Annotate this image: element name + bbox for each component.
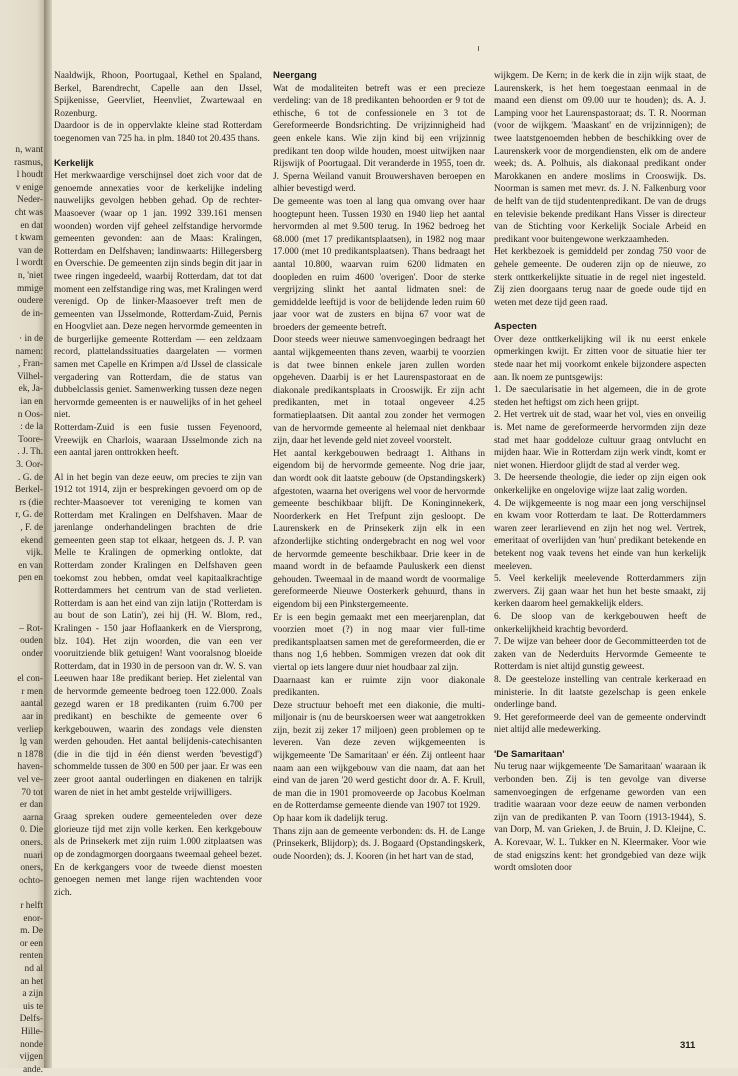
paragraph: Het kerkbezoek is gemiddeld per zondag 750 voor de gehele gemeente. De ouderen zijn op de nieuwe, zo sterk onttkerkelijkte situatie in de regel niet ingesteld. Zij zien doorgaans terug naar de goede oude tijd en weten met deze tijd geen raad.: [494, 247, 706, 308]
text-column-1: [54, 70, 262, 899]
previous-page-fragment: ande.: [22, 1064, 43, 1075]
previous-page-fragment: rasmus,: [14, 157, 43, 168]
page-number: 311: [680, 1040, 696, 1051]
previous-page-fragment: – Rot-: [19, 623, 43, 634]
previous-page-fragment: . J. Th.: [17, 447, 43, 458]
previous-page-fragment: haven-: [17, 762, 43, 773]
previous-page-fragment: 0. Die: [20, 825, 43, 836]
previous-page-fragment: oners.: [20, 838, 43, 848]
previous-page-fragment: van de: [18, 245, 43, 256]
paragraph: Thans zijn aan de gemeente verbonden: ds. H. de Lange (Prinsekerk, Blijdorp); ds. J. Bogaard (Opstandingskerk, oude Noorden); ds. J. Kooren (in het hart van de stad,: [273, 826, 485, 862]
previous-page-fragment: onder: [21, 649, 43, 659]
previous-page-fragment: Hille-: [21, 1027, 43, 1037]
previous-page-fragment: n 1878: [17, 749, 43, 760]
previous-page-fragment: ian en: [20, 397, 43, 407]
previous-page-fragment: l houdt: [16, 170, 43, 181]
previous-page-fragment: mmige: [16, 283, 43, 294]
paragraph: Het merkwaardige verschijnsel doet zich voor dat de genoemde annexaties voor de kerkelijke indeling nauwelijks gevolgen hebben gehad. Op de rechter-Maasoever (waar op 1 jan. 1992 339.161 mensen woonden) worden vijf geheel zelfstandige hervormde gemeenten gevonden: aan de Maas: Kralingen, Rotterdam en Delfshaven; landinwaarts: Hillegersberg en Overschie. De gemeenten zijn sinds begin dit jaar in twee ringen ingedeeld, waarbij Rotterdam, dat tot dat moment een zelfstandige ring was, met Kralingen werd verenigd. Op de linker-Maasoever treft men de gemeenten van IJsselmonde, Rotterdam-Zuid, Pernis en Hoogvliet aan. Deze negen hervormde gemeenten in de burgerlijke gemeente Rotterdam — een zeldzaam record, plattelandssituaties daargelaten — vormen samen met Capelle en Krimpen a/d IJssel de classicale vergadering van Rotterdam, die de status van dubbelclassis geniet. Samenwerking tussen deze negen hervormde gemeenten is er nauwelijks of in het geheel niet.: [54, 171, 262, 421]
page-gutter: [44, 0, 52, 1068]
previous-page-fragment: cht was: [14, 208, 43, 218]
previous-page-fragment: Berkel-: [14, 485, 43, 496]
previous-page-fragment: ouden: [20, 636, 43, 647]
previous-page-fragment: or een: [19, 938, 43, 949]
paragraph: 4. De wijkgemeente is nog maar een jong verschijnsel en kwam voor Rotterdam te laat. De Rotterdammers waren zeer lerarlievend en zijn het nog wel. Vertrek, emeritaat of overlijden van 'hun' predikant betekende en betekent nog vaak tevens het einde van hun kerkelijk meeleven.: [494, 498, 706, 572]
paragraph: Graag spreken oudere gemeenteleden over deze glorieuze tijd met zijn volle kerken. Een kerkgebouw als de Prinsekerk met zijn ruim 1.000 zitplaatsen was op de zondagmorgen doorgaans tweemaal geheel bezet. En de kerkgangers voor de tweede dienst moesten genoegen nemen met lange rijen wachtenden voor zich.: [54, 812, 262, 898]
previous-page-fragment: en van: [18, 560, 43, 571]
previous-page-fragment: m. De: [20, 926, 43, 937]
previous-page-fragment: , F. de: [20, 523, 43, 533]
previous-page-fragment: lg van: [19, 737, 43, 748]
paragraph: Nu terug naar wijkgemeente 'De Samaritaan' waaraan ik verbonden ben. Zij is ten gevolge van diverse samenvoegingen de erfgename geworden van een traditie waaraan voor deze eeuw de namen verbonden zijn van de predikanten P. van Toorn (1913-1944), S. van Dorp, M. van Grieken, J. de Bruin, J. D. Kleijne, C. A. Korevaar, W. L. Tukker en N. Kleermaker. Voor wie de stad enigszins kent: het grondgebied van deze wijk wordt omsloten door: [494, 762, 706, 874]
previous-page-fragment: verliep: [16, 724, 43, 735]
paragraph: 1. De saecularisatie in het algemeen, die in de grote steden het heftigst om zich heen grijpt.: [494, 385, 706, 408]
previous-page-fragment: aar in: [21, 712, 43, 722]
previous-page-fragment: aarna: [22, 812, 43, 823]
previous-page-fragment: r men: [21, 686, 43, 697]
paragraph: 5. Veel kerkelijk meelevende Rotterdammers zijn zwervers. Zij gaan waar het hun het beste smaakt, zij kerken daarom heel gemakkelijk elders.: [494, 574, 706, 610]
previous-page-fragment: enor-: [23, 913, 43, 924]
text-column-2: [273, 70, 485, 863]
paragraph: Daardoor is de in oppervlakte kleine stad Rotterdam toegenomen van 725 ha. in plm. 1840 tot 20.435 thans.: [54, 121, 262, 144]
previous-page-fragment: pen en: [18, 573, 43, 584]
previous-page-fragment: r, G. de: [15, 510, 43, 521]
previous-page-fragment: v enige: [15, 182, 43, 193]
previous-page-fragment: en dat: [20, 220, 43, 231]
previous-page-edge: [0, 0, 46, 1075]
section-heading: Neergang: [273, 70, 317, 81]
paragraph: Al in het begin van deze eeuw, om precies te zijn van 1912 tot 1914, zijn er besprekingen gevoerd om op de rechter-Maasoever tot vereniging te komen van Rotterdam met Kralingen en Delfshaven. Maar de jarenlange onderhandelingen brachten de drie gemeenten geen stap tot elkaar, hetgeen ds. J. P. van Melle te Kralingen de opmerking ontlokte, dat Rotterdam zonder Kralingen en Delfshaven geen toekomst zou hebben, omdat veel kapitaalkrachtige Rotterdammers het centrum van de stad verlieten. Rotterdam is aan het eind van zijn latijn ('Rotterdam is au bout de son Latin'), zei hij (H. W. Blom, red., Kralingen - 150 jaar Hoflaankerk en de Viersprong, blz. 104). Het zijn woorden, die van een ver vooruitziende blik getuigen! Want vooralsnog bloeide Rotterdam, dat in 1930 in de persoon van dr. W. S. van Leeuwen haar 18e predikant beriep. Het zielental van de hervormde gemeente bedroeg toen 122.000. Zoals gezegd waren er 18 predikanten (ruim 6.700 per predikant) en beschikte de gemeente over 6 kerkgebouwen, waarin des zondags vele diensten werden gehouden. Het aantal belijdenis-catechisanten (die in die tijd in één dienst werden 'bevestigd') schommelde tussen de 300 en 500 per jaar. Er was een zeer groot aantal ouderlingen en diakenen en talrijk waren de niet in het ambt gestelde vrijwilligers.: [54, 472, 262, 798]
paragraph: 7. De wijze van beheer door de Gecommitteerden tot de zaken van de Nederduits Hervormde Gemeente te Rotterdam is niet altijd gunstig geweest.: [494, 637, 706, 673]
previous-page-fragment: vijgen: [19, 1052, 43, 1063]
previous-page-fragment: , Fran-: [18, 359, 43, 370]
previous-page-fragment: ochto-: [19, 875, 43, 886]
paragraph: 2. Het vertrek uit de stad, waar het vol, vies en onveilig is. Met name de gereformeerde hervormden zijn deze stad met haar goddeloze cultuur graag ontvlucht en mijden haar. Wie in Rotterdam zijn werk vindt, komt er niet wonen. Hierdoor glijdt de stad al verder weg.: [494, 410, 706, 471]
previous-page-fragment: rs (die: [19, 497, 43, 508]
previous-page-fragment: oners,: [20, 863, 43, 874]
previous-page-fragment: vijk.: [26, 548, 43, 559]
previous-page-fragment: el con-: [17, 674, 43, 685]
previous-page-fragment: namen:: [15, 346, 43, 357]
previous-page-fragment: nuari: [23, 850, 43, 861]
previous-page-fragment: n, 'niet: [17, 271, 43, 281]
previous-page-fragment: · in de: [19, 334, 43, 344]
previous-page-fragment: n, want: [15, 145, 43, 155]
previous-page-fragment: a zijn: [22, 989, 43, 1000]
section-heading: Aspecten: [494, 321, 537, 333]
previous-page-fragment: : de la: [20, 422, 43, 433]
print-speck: [478, 46, 479, 51]
previous-page-fragment: Delfs-: [19, 1014, 43, 1025]
previous-page-fragment: oudere: [17, 296, 43, 307]
previous-page-fragment: 70 tot: [21, 787, 43, 798]
paragraph: Door steeds weer nieuwe samenvoegingen bedraagt het aantal wijkgemeenten thans zeven, waarbij te voorzien is dat twee binnen enkele jaren zullen worden opgeheven. Daarbij is er het Laurenspastoraat en de diakonale predikantsplaats in Crooswijk. Er zijn acht predikanten, met in totaal ongeveer 4.25 formatieplaatsen. Dit aantal zou zonder het vermogen van de hervormde gemeente al helemaal niet denkbaar zijn, daar het levende geld niet zoveel voorstelt.: [273, 335, 485, 447]
paragraph: wijkgem. De Kern; in de kerk die in zijn wijk staat, de Laurenskerk, is het hem toegestaan eenmaal in de maand een dienst om 09.00 uur te houden); ds. A. J. Lamping voor het Laurenspastoraat; ds. T. R. Noorman (voor de wijkgem. 'Maaskant' en de vrijzinnigen); de twee laatstgenoemden hebben de beschikking over de Laurenskerk voor de morgendiensten, elk om de andere week; ds. A. Polhuis, als diakonaal predikant onder Marokkanen en andere moslims in Crooswijk. Ds. Noorman is samen met mevr. ds. J. N. Falkenburg voor de helft van de tijd studentenpredikant. De van de drugs en televisie bekende predikant Hans Visser is directeur van de Stichting voor Kerkelijk Sociale Arbeid en predikant voor buitengewone werkzaamheden.: [494, 71, 706, 245]
previous-page-fragment: . G. de: [18, 472, 43, 483]
previous-page-fragment: Neder-: [17, 195, 43, 206]
paragraph: Over deze onttkerkelijking wil ik nu eerst enkele opmerkingen kwijt. Er zitten voor de situatie hier ter stede naar het mij voorkomt enkele bijzondere aspecten aan. Ik noem ze puntsgewijs:: [494, 334, 706, 383]
paragraph: Naaldwijk, Rhoon, Poortugaal, Kethel en Spaland, Berkel, Barendrecht, Capelle aan den IJssel, Spijkenisse, Geervliet, Heenvliet, Zwartewaal en Rozenburg.: [54, 71, 262, 119]
previous-page-fragment: renten: [19, 951, 43, 962]
previous-page-fragment: n Oos-: [17, 409, 43, 420]
paragraph: Er is een begin gemaakt met een meerjarenplan, dat voorzien moet (?) in nog maar vier full-time predikantsplaatsen samen met de gereformeerden, die er thans nog 1,6 hebben. Sommigen vrezen dat ook dit viertal op iets langere duur niet houdbaar zal zijn.: [273, 612, 485, 673]
previous-page-fragment: aantal: [20, 699, 43, 710]
paragraph: Deze structuur behoeft met een diakonie, die multi-miljonair is (nu de beurskoersen weer wat aangetrokken zijn, bezit zij zeker 17 miljoen) geen problemen op te leveren. Van deze zeven wijkgemeenten is wijkgemeente 'De Samaritaan' er één. Zij ontleent haar naam aan een wijkgebouw van die naam, dat aan het eind van de jaren '20 werd gesticht door dr. A. F. Krull, de man die in 1901 promoveerde op Jacobus Koelman en de Rotterdamse gemeente diende van 1907 tot 1929.: [273, 700, 485, 812]
paragraph: De gemeente was toen al lang qua omvang over haar hoogtepunt heen. Tussen 1930 en 1940 liep het aantal hervormden al met 9.500 terug. In 1962 bedroeg het 68.000 (met 17 predikantsplaatsen), in 1982 nog maar 17.000 (met 10 predikantsplaatsen). Thans bedraagt het aantal 10.800, waarvan ruim 6200 lidmaten en doopleden en ruim 4600 'overigen'. Door de sterke vergrijzing slinkt het aantal lidmaten snel: de gemiddelde leeftijd is voor de belijdende leden ruim 60 jaar voor wat de zusters en bijna 67 voor wat de broeders der gemeente betreft.: [273, 196, 485, 333]
paragraph: Het aantal kerkgebouwen bedraagt 1. Althans in eigendom bij de hervormde gemeente. Nog drie jaar, dan wordt ook dit laatste gebouw (de Opstandingskerk) afgestoten, waarna het overigens wel voor de hervormde gemeente beschikbaar blijft. De Koninginnekerk, Noorderkerk en Het Trefpunt zijn gesloopt. De Laurenskerk en de Prinsekerk zijn elk in een afzonderlijke stichting ondergebracht en nog wel voor de hervormde gemeente beschikbaar. Drie keer in de maand wordt in de befaamde Pauluskerk een dienst gehouden. Tweemaal in de maand wordt de voormalige gereformeerde Nieuwe Oosterkerk gehuurd, thans in eigendom bij een Pinkstergemeente.: [273, 448, 485, 610]
previous-page-fragment: l wordt: [16, 258, 43, 269]
paragraph: 3. De heersende theologie, die ieder op zijn eigen ook onkerkelijke en ongelovige wijze laat zalig worden.: [494, 473, 706, 496]
previous-page-fragment: vel ve-: [17, 775, 43, 785]
paragraph: 6. De sloop van de kerkgebouwen heeft de onkerkelijkheid krachtig bevorderd.: [494, 611, 706, 635]
previous-page-fragment: ek, Ja-: [18, 384, 43, 395]
section-heading: 'De Samaritaan': [494, 748, 565, 760]
text-column-3: [494, 70, 706, 875]
previous-page-fragment: nonde: [20, 1039, 43, 1050]
section-heading: Kerkelijk: [54, 157, 94, 169]
paragraph: 9. Het gereformeerde deel van de gemeente ondervindt niet altijd alle medewerking.: [494, 712, 706, 736]
previous-page-fragment: nd al: [24, 964, 43, 974]
previous-page-fragment: 3. Oor-: [16, 460, 43, 470]
previous-page-fragment: de in-: [21, 308, 43, 319]
previous-page-fragment: Vilhel-: [17, 371, 43, 382]
paragraph: Rotterdam-Zuid is een fusie tussen Feyenoord, Vreewijk en Charlois, waaraan IJsselmonde zich na een aantal jaren onttrokken heeft.: [54, 423, 262, 459]
previous-page-fragment: uis te: [22, 1001, 43, 1012]
previous-page-fragment: ekend: [20, 535, 43, 546]
paragraph: Wat de modaliteiten betreft was er een precieze verdeling: van de 18 predikanten behoorden er 9 tot de ethische, 6 tot de confessionele en 3 tot de Gereformeerde Bondsrichting. De vrijzinnigheid had geen enkele kans. Wie zijn kind bij een vrijzinnig predikant ten doop wilde houden, moest uitwijken naar Rijswijk of Poortugaal. Dit veranderde in 1955, toen dr. J. Sperna Weiland vanuit Brouwershaven beroepen en alhier bevestigd werd.: [273, 83, 485, 195]
paragraph: Daarnaast kan er ruimte zijn voor diakonale predikanten.: [273, 675, 485, 699]
paragraph: 8. De geesteloze instelling van centrale kerkeraad en ministerie. In dit laatste gezelschap is geen enkele onderlinge band.: [494, 674, 706, 711]
previous-page-fragment: Toore-: [18, 434, 43, 445]
previous-page-fragment: an het: [20, 976, 43, 987]
previous-page-fragment: r helft: [20, 901, 43, 911]
paragraph: Op haar kom ik dadelijk terug.: [273, 814, 388, 825]
previous-page-fragment: t kwam: [15, 233, 43, 244]
previous-page-fragment: er dan: [19, 800, 43, 811]
